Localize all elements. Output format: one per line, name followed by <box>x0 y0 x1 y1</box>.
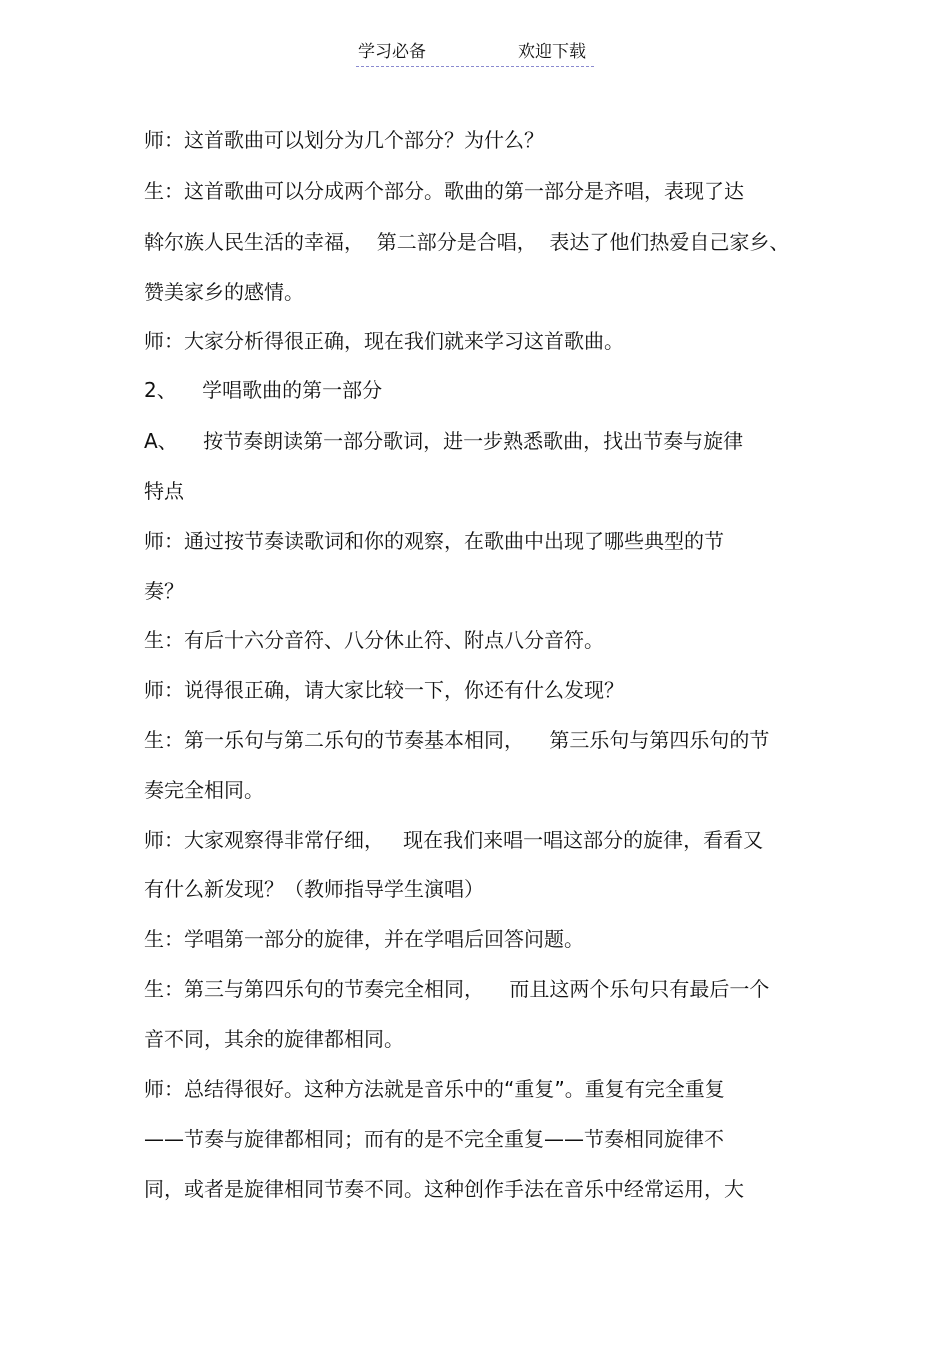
text-line: 奏？ <box>144 579 184 603</box>
text-line: A、 按节奏朗读第一部分歌词，进一步熟悉歌曲，找出节奏与旋律 <box>144 429 744 453</box>
text-line: ——节奏与旋律都相同；而有的是不完全重复——节奏相同旋律不 <box>144 1127 724 1151</box>
header-right-text: 欢迎下载 <box>518 42 586 62</box>
text-line: 师：这首歌曲可以划分为几个部分？为什么？ <box>144 128 544 152</box>
text-line: 师：通过按节奏读歌词和你的观察，在歌曲中出现了哪些典型的节 <box>144 529 724 553</box>
text-line: 音不同，其余的旋律都相同。 <box>144 1027 404 1051</box>
text-line: 生：学唱第一部分的旋律，并在学唱后回答问题。 <box>144 927 584 951</box>
text-line: 同，或者是旋律相同节奏不同。这种创作手法在音乐中经常运用，大 <box>144 1177 744 1201</box>
text-line: 有什么新发现？（教师指导学生演唱） <box>144 877 484 901</box>
text-line: 生：有后十六分音符、八分休止符、附点八分音符。 <box>144 628 604 652</box>
text-line: 师：说得很正确，请大家比较一下，你还有什么发现？ <box>144 678 624 702</box>
text-line: 2、 学唱歌曲的第一部分 <box>144 378 383 402</box>
text-line: 生：第三与第四乐句的节奏完全相同， 而且这两个乐句只有最后一个 <box>144 977 770 1001</box>
text-line: 师：大家分析得很正确，现在我们就来学习这首歌曲。 <box>144 329 624 353</box>
text-line: 生：第一乐句与第二乐句的节奏基本相同， 第三乐句与第四乐句的节 <box>144 728 770 752</box>
text-line: 师：大家观察得非常仔细， 现在我们来唱一唱这部分的旋律，看看又 <box>144 828 764 852</box>
text-line: 生：这首歌曲可以分成两个部分。歌曲的第一部分是齐唱，表现了达 <box>144 179 744 203</box>
text-line: 斡尔族人民生活的幸福， 第二部分是合唱， 表达了他们热爱自己家乡、 <box>144 230 790 254</box>
header-left-text: 学习必备 <box>358 42 426 62</box>
text-line: 奏完全相同。 <box>144 778 264 802</box>
text-line: 师：总结得很好。这种方法就是音乐中的“重复”。重复有完全重复 <box>144 1077 725 1101</box>
text-line: 特点 <box>144 479 184 503</box>
text-line: 赞美家乡的感情。 <box>144 280 304 304</box>
